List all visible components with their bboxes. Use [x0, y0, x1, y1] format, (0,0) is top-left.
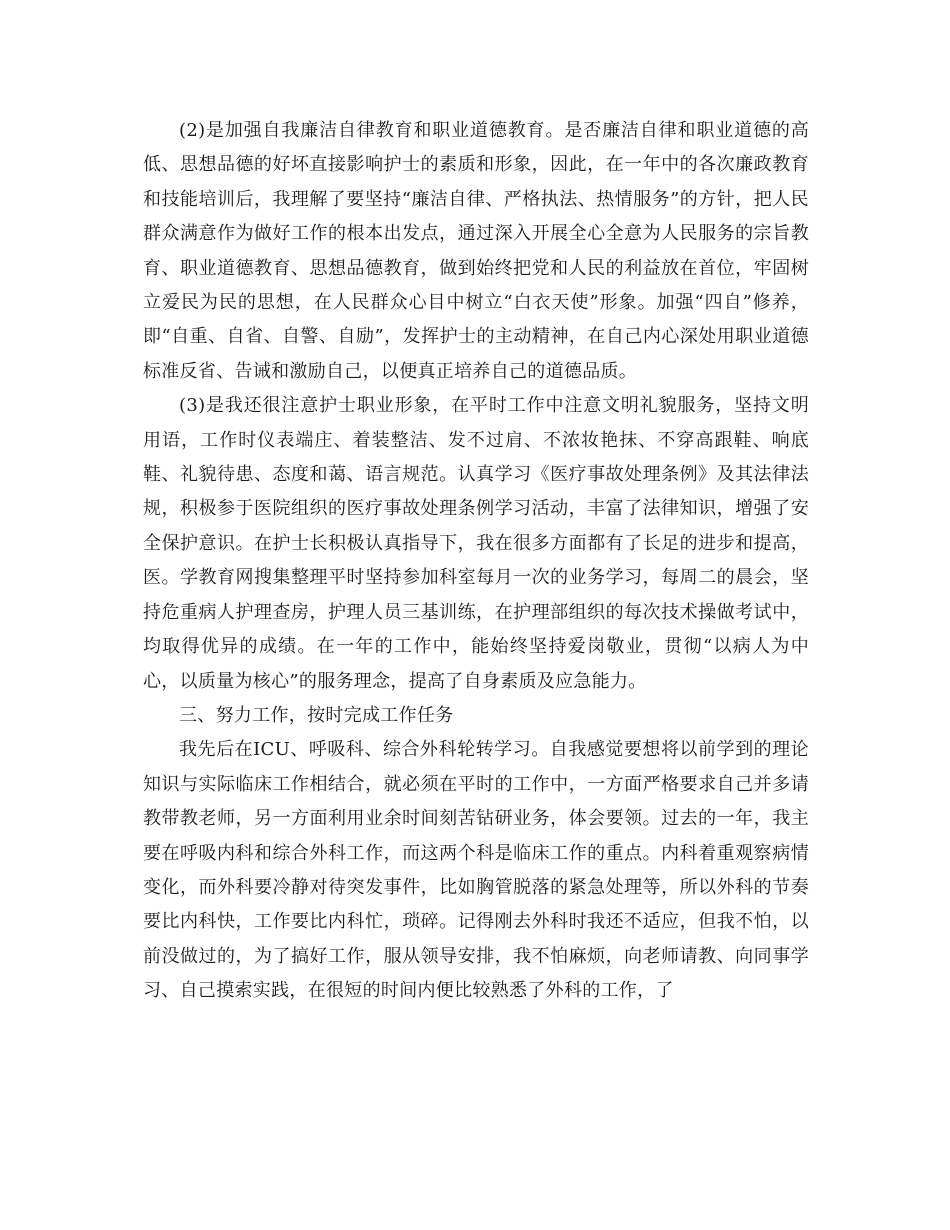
paragraph-rotation-study: 我先后在ICU、呼吸科、综合外科轮转学习。自我感觉要想将以前学到的理论知识与实际临床工作相结合，就必须在平时的工作中，一方面严格要求自己并多请教带教老师，另一方面利用业余时间刻苦钻研业务，体会要领。过去的一年，我主要在呼吸内科和综合外科工作，而这两个科是临床工作的重点。内科着重观察病情变化，而外科要冷静对待突发事件，比如胸管脱落的紧急处理等，所以外科的节奏要比内科快，工作要比内科忙，琐碎。记得刚去外科时我还不适应，但我不怕，以前没做过的，为了搞好工作，服从领导安排，我不怕麻烦，向老师请教、向同事学习、自己摸索实践，在很短的时间内便比较熟悉了外科的工作，了: [143, 739, 809, 1002]
document-body: [143, 114, 809, 1009]
section-heading-work-tasks: 三、努力工作，按时完成工作任务: [179, 704, 454, 726]
paragraph-2-self-discipline: (2)是加强自我廉洁自律教育和职业道德教育。是否廉洁自律和职业道德的高低、思想品德的好坏直接影响护士的素质和形象，因此，在一年中的各次廉政教育和技能培训后，我理解了要坚持“廉洁自律、严格执法、热情服务”的方针，把人民群众满意作为做好工作的根本出发点，通过深入开展全心全意为人民服务的宗旨教育、职业道德教育、思想品德教育，做到始终把党和人民的利益放在首位，牢固树立爱民为民的思想，在人民群众心目中树立“白衣天使”形象。加强“四自”修养，即“自重、自省、自警、自励”，发挥护士的主动精神，在自己内心深处用职业道德标准反省、告诫和激励自己，以便真正培养自己的道德品质。: [143, 120, 809, 382]
paragraph-3-professional-image: (3)是我还很注意护士职业形象，在平时工作中注意文明礼貌服务，坚持文明用语，工作时仪表端庄、着装整洁、发不过肩、不浓妆艳抹、不穿高跟鞋、响底鞋、礼貌待患、态度和蔼、语言规范。认真学习《医疗事故处理条例》及其法律法规，积极参于医院组织的医疗事故处理条例学习活动，丰富了法律知识，增强了安全保护意识。在护士长积极认真指导下，我在很多方面都有了长足的进步和提高，医。学教育网搜集整理平时坚持参加科室每月一次的业务学习，每周二的晨会，坚持危重病人护理查房，护理人员三基训练，在护理部组织的每次技术操做考试中，均取得优异的成绩。在一年的工作中，能始终坚持爱岗敬业，贯彻“以病人为中心，以质量为核心”的服务理念，提高了自身素质及应急能力。: [143, 395, 809, 692]
